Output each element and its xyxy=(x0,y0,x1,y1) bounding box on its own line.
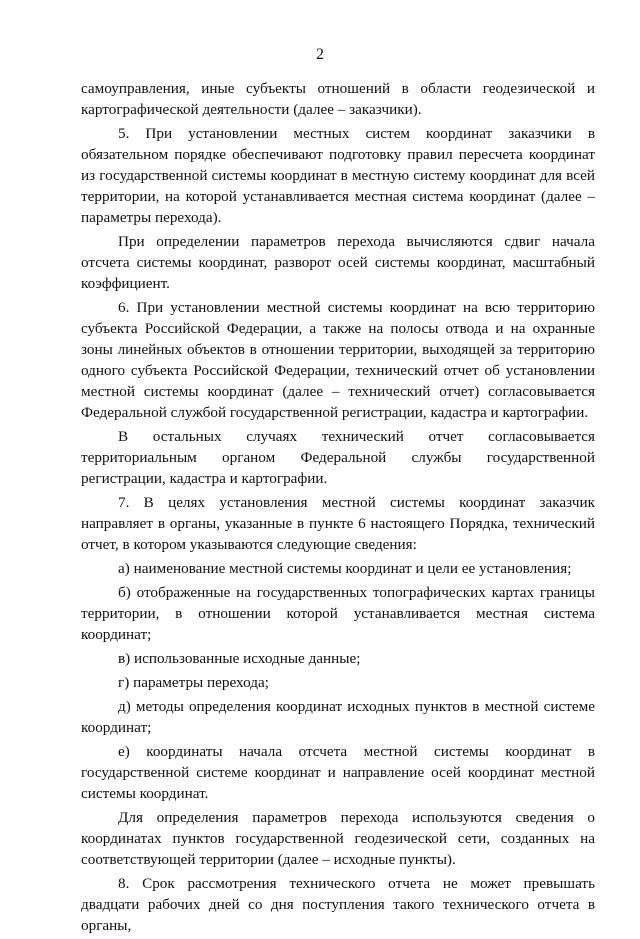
paragraph-item-8: 8. Срок рассмотрения технического отчета не может превышать двадцати рабочих дней со дня поступления такого технического отчета в органы, xyxy=(81,875,595,934)
list-item-v: в) использованные исходные данные; xyxy=(118,650,361,667)
list-item-d: д) методы определения координат исходных пунктов в местной системе координат; xyxy=(81,698,595,736)
list-item-e: е) координаты начала отсчета местной системы координат в государственной системе координат и направление осей координат местной системы координат. xyxy=(81,743,595,802)
page-number: 2 xyxy=(316,46,324,63)
paragraph-item-7: 7. В целях установления местной системы координат заказчик направляет в органы, указанные в пункте 6 настоящего Порядка, технический отчет, в котором указываются следующие сведения: xyxy=(81,494,595,553)
document-body xyxy=(81,78,595,939)
list-item-b: б) отображенные на государственных топографических картах границы территории, в отношении которой устанавливается местная система координат; xyxy=(81,584,595,643)
list-item-a: а) наименование местной системы координат и цели ее установления; xyxy=(118,560,572,577)
paragraph-transition-parameters: При определении параметров перехода вычисляются сдвиг начала отсчета системы координат, разворот осей системы координат, масштабный коэффициент. xyxy=(81,233,595,292)
paragraph-source-points: Для определения параметров перехода используются сведения о координатах пунктов государственной геодезической сети, созданных на соответствующей территории (далее – исходные пункты). xyxy=(81,809,595,868)
paragraph-item-6: 6. При установлении местной системы координат на всю территорию субъекта Российской Федерации, а также на полосы отвода и на охранные зоны линейных объектов в отношении территории, выходящей за территорию одного субъекта Российской Федерации, технический отчет об установлении местной системы координат (далее – технический отчет) согласовывается Федеральной службой государственной регистрации, кадастра и картографии. xyxy=(81,299,595,421)
list-item-g: г) параметры перехода; xyxy=(118,674,269,691)
paragraph-item-5: 5. При установлении местных систем координат заказчики в обязательном порядке обеспечивают подготовку правил пересчета координат из государственной системы координат в местную систему координат для всей территории, на которой устанавливается местная система координат (далее – параметры перехода). xyxy=(81,125,595,226)
paragraph-other-cases: В остальных случаях технический отчет согласовывается территориальным органом Федеральной службы государственной регистрации, кадастра и картографии. xyxy=(81,428,595,487)
paragraph-continuation: самоуправления, иные субъекты отношений в области геодезической и картографической деятельности (далее – заказчики). xyxy=(81,80,595,118)
